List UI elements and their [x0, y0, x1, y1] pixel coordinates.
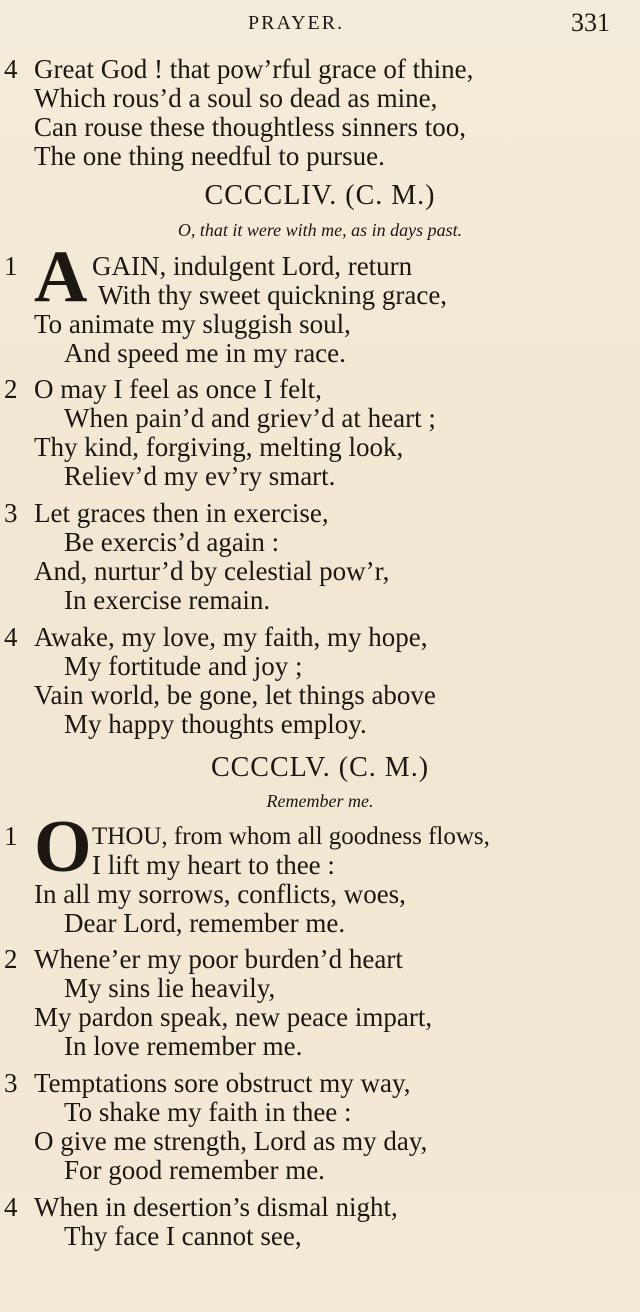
verse-line: Temptations sore obstruct my way,: [34, 1068, 411, 1098]
verse-line: For good remember me.: [64, 1155, 325, 1185]
verse-line: My happy thoughts employ.: [64, 709, 367, 739]
verse-line: I lift my heart to thee :: [92, 850, 335, 880]
verse-line: When in desertion’s dismal night,: [34, 1192, 398, 1222]
stanza-number: 2: [4, 374, 18, 404]
verse-line: Great God ! that pow’rful grace of thine,: [34, 54, 474, 84]
verse-line: Let graces then in exercise,: [34, 498, 329, 528]
verse-line: O may I feel as once I felt,: [34, 374, 322, 404]
verse-line: To animate my sluggish soul,: [34, 309, 351, 339]
verse-line: In all my sorrows, conflicts, woes,: [34, 879, 406, 909]
verse-line: With thy sweet quickning grace,: [98, 280, 448, 310]
verse-line: In love remember me.: [64, 1031, 303, 1061]
stanza-number: 2: [4, 944, 18, 974]
verse-line: Reliev’d my ev’ry smart.: [64, 461, 336, 491]
hymn-title: CCCCLIV. (C. M.): [204, 180, 436, 211]
verse-line: Thy kind, forgiving, melting look,: [34, 432, 404, 462]
verse-line: THOU, from whom all goodness flows,: [92, 823, 490, 850]
verse-line: Vain world, be gone, let things above: [34, 680, 436, 710]
page-number: 331: [571, 8, 610, 37]
running-head: [0, 6, 640, 36]
verse-line: O give me strength, Lord as my day,: [34, 1126, 428, 1156]
verse-line: The one thing needful to pursue.: [34, 141, 385, 171]
stanza-number: 1: [4, 821, 18, 851]
drop-cap: O: [34, 806, 92, 888]
page-header-title: PRAYER.: [248, 12, 345, 34]
verse-line: Thy face I cannot see,: [64, 1221, 302, 1251]
verse-line: Whene’er my poor burden’d heart: [34, 944, 403, 974]
verse-line: Be exercis’d again :: [64, 527, 280, 557]
drop-cap: A: [34, 236, 88, 318]
verse-line: My pardon speak, new peace impart,: [34, 1002, 433, 1032]
verse-line: My sins lie heavily,: [64, 973, 276, 1003]
hymn-subtitle: O, that it were with me, as in days past.: [177, 220, 463, 240]
verse-line: Awake, my love, my faith, my hope,: [34, 622, 428, 652]
verse-line: Dear Lord, remember me.: [64, 908, 346, 938]
hymn-title: CCCCLV. (C. M.): [210, 752, 430, 783]
verse-line: GAIN, indulgent Lord, return: [92, 251, 413, 281]
verse-line: When pain’d and griev’d at heart ;: [64, 403, 436, 433]
stanza-number: 4: [4, 1192, 18, 1222]
stanza-number: 3: [4, 498, 18, 528]
stanza-number: 1: [4, 251, 18, 281]
stanza-number: 4: [4, 54, 18, 84]
verse-line: My fortitude and joy ;: [64, 651, 303, 681]
verse-line: Which rous’d a soul so dead as mine,: [34, 83, 438, 113]
verse-line: In exercise remain.: [64, 585, 271, 615]
stanza-number: 3: [4, 1068, 18, 1098]
verse-line: And, nurtur’d by celestial pow’r,: [34, 556, 390, 586]
stanza-number: 4: [4, 622, 18, 652]
verse-line: To shake my faith in thee :: [64, 1097, 352, 1127]
verse-line: And speed me in my race.: [64, 338, 346, 368]
hymn-subtitle: Remember me.: [266, 791, 374, 811]
verse-line: Can rouse these thoughtless sinners too,: [34, 112, 466, 142]
